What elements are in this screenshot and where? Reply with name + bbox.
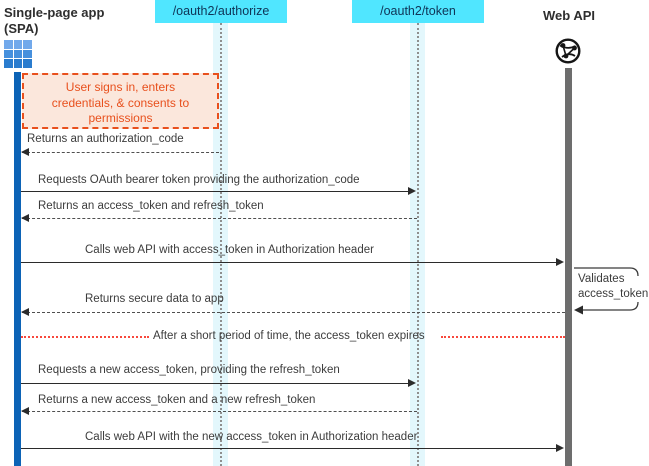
globe-icon [553,36,583,71]
expiry-label: After a short period of time, the access_token expires [153,330,425,342]
expiry-dotted-line-right [441,336,565,338]
authorize-endpoint-box: /oauth2/authorize [155,0,287,23]
arrowhead-left [21,407,29,415]
arrowhead-right [408,187,416,195]
message-label: Returns an access_token and refresh_token [38,200,264,212]
message-label: Returns a new access_token and a new refresh_token [38,394,316,406]
user-consent-note: User signs in, enters credentials, & consents to permissions [22,73,219,129]
arrowhead-right [556,258,564,266]
spa-title-line2: (SPA) [4,21,39,37]
spa-grid-icon [4,40,32,68]
message-label: Returns an authorization_code [27,133,184,145]
arrowhead-left [21,214,29,222]
message-label: Returns secure data to app [85,293,224,305]
arrowhead-left [21,148,29,156]
return-arrow-line [22,411,417,412]
arrowhead-right [556,444,564,452]
request-arrow-line [21,448,557,449]
webapi-actor-title: Web API [542,8,595,23]
spa-actor-title [4,5,104,38]
arrowhead-left [21,308,29,316]
message-label: Calls web API with access_token in Authorization header [85,244,374,256]
webapi-activation-bar [565,68,572,466]
return-arrow-line [22,312,565,313]
message-label: Calls web API with the new access_token in Authorization header [85,431,418,443]
spa-title-line1: Single-page app [4,5,105,20]
return-arrow-line [22,152,219,153]
token-lifeline-dotted-line [417,23,419,466]
request-arrow-line [21,191,409,192]
message-label: Requests a new access_token, providing the refresh_token [38,364,340,376]
expiry-dotted-line-left [21,336,149,338]
arrowhead-right [408,379,416,387]
request-arrow-line [21,262,557,263]
validate-note-label: Validates access_token [578,273,649,300]
return-arrow-line [22,218,417,219]
message-label: Requests OAuth bearer token providing the authorization_code [38,174,360,186]
spa-activation-bar [14,72,21,466]
request-arrow-line [21,383,409,384]
token-lifeline [410,23,425,466]
token-endpoint-box: /oauth2/token [352,0,484,23]
